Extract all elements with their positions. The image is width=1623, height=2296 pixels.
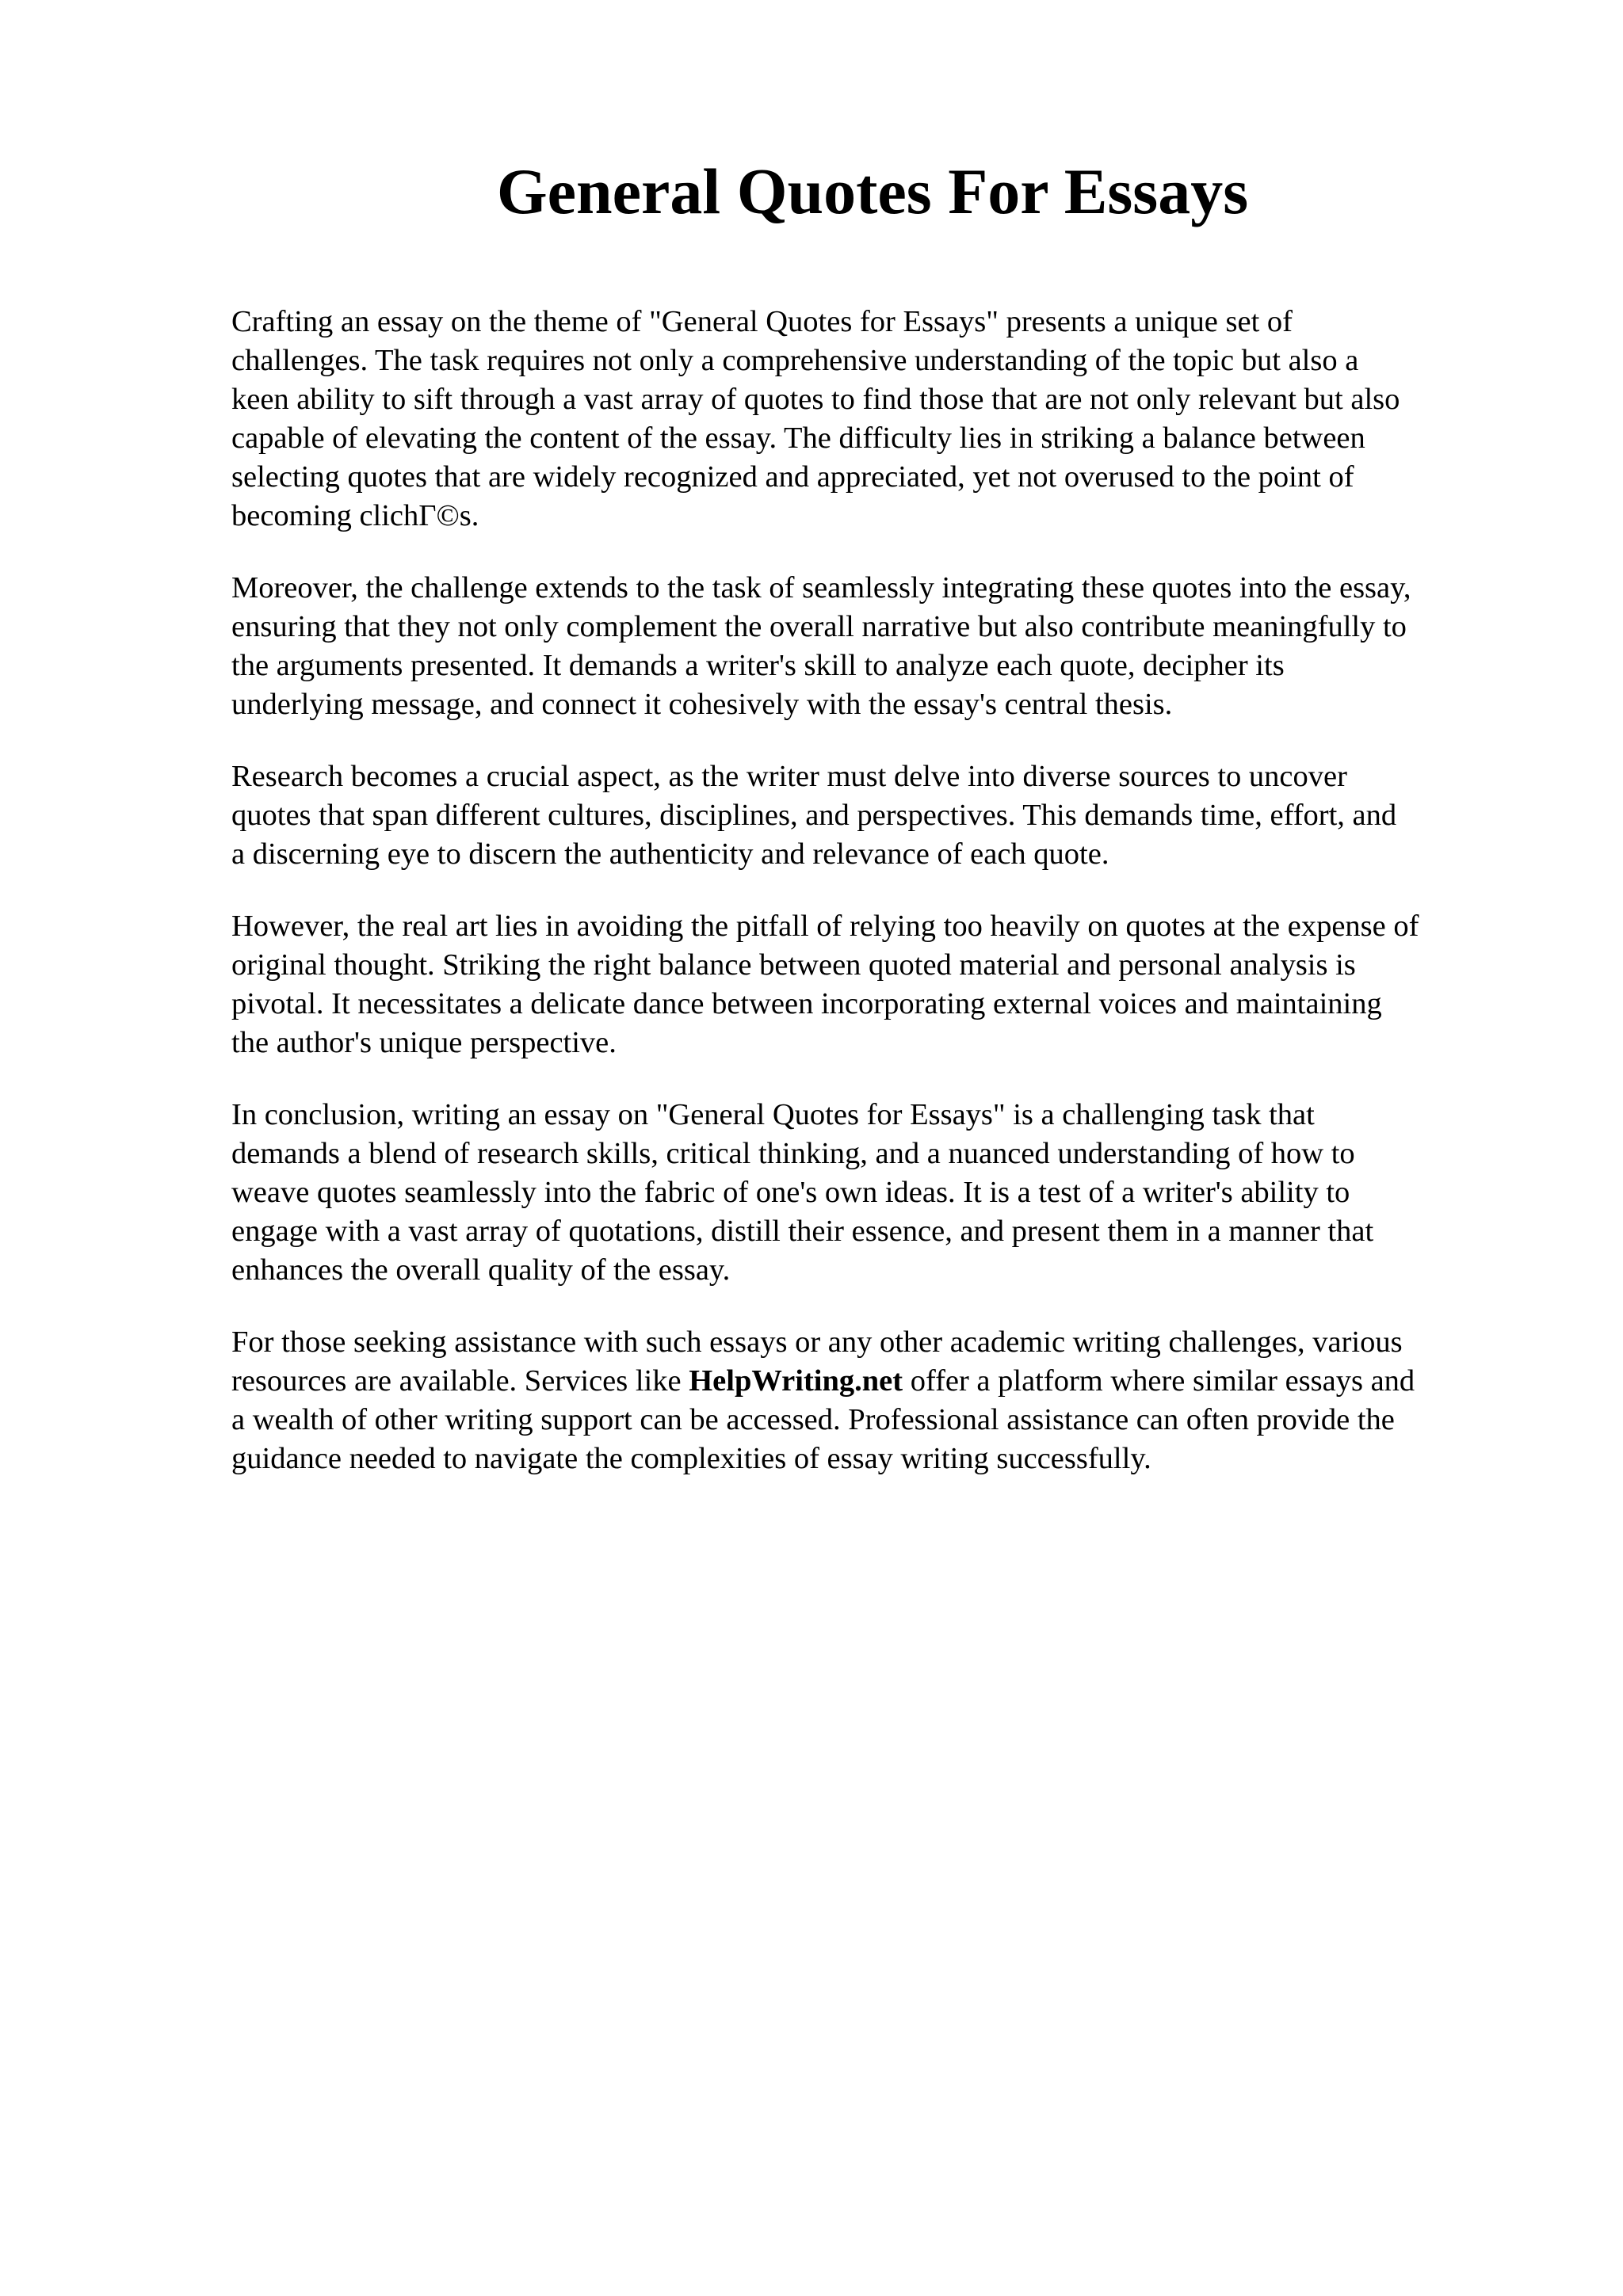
paragraph-line: underlying message, and connect it cohesively with the essay's central thesis. [231,688,1173,721]
paragraph-line: quotes that span different cultures, disciplines, and perspectives. This demands time, effort, and [231,799,1397,832]
paragraph-line: the arguments presented. It demands a writer's skill to analyze each quote, decipher its [231,649,1285,682]
paragraph-line: original thought. Striking the right balance between quoted material and personal analysis is [231,948,1356,982]
inline-text: resources are available. Services like [231,1364,689,1398]
paragraph-line: the author's unique perspective. [231,1026,617,1059]
paragraph-line: weave quotes seamlessly into the fabric of one's own ideas. It is a test of a writer's ability to [231,1176,1350,1209]
paragraph-5 [231,1096,1515,1290]
paragraph-line: guidance needed to navigate the complexities of essay writing successfully. [231,1442,1151,1475]
paragraph-line: demands a blend of research skills, critical thinking, and a nuanced understanding of how to [231,1137,1355,1170]
paragraph-1 [231,303,1515,536]
inline-text: offer a platform where similar essays and [903,1364,1415,1398]
paragraph-line: a wealth of other writing support can be accessed. Professional assistance can often provide the [231,1403,1395,1436]
paragraph-line: becoming clichГ©s. [231,499,479,532]
paragraph-4 [231,907,1515,1062]
paragraph-6 [231,1323,1515,1478]
paragraph-line: selecting quotes that are widely recognized and appreciated, yet not overused to the point of [231,460,1354,494]
paragraph-line: engage with a vast array of quotations, distill their essence, and present them in a manner that [231,1215,1374,1248]
paragraph-line: challenges. The task requires not only a comprehensive understanding of the topic but also a [231,344,1359,377]
brand-link-text: HelpWriting.net [689,1364,903,1398]
paragraph-line: capable of elevating the content of the essay. The difficulty lies in striking a balance between [231,421,1365,455]
paragraph-line: enhances the overall quality of the essay. [231,1253,731,1287]
paragraph-line: For those seeking assistance with such essays or any other academic writing challenges, various [231,1325,1403,1359]
paragraph-line: ensuring that they not only complement the overall narrative but also contribute meaningfully to [231,610,1407,643]
paragraph-2 [231,569,1515,724]
paragraph-3 [231,757,1515,874]
paragraph-line: Moreover, the challenge extends to the task of seamlessly integrating these quotes into the essay, [231,571,1411,605]
paragraph-line: pivotal. It necessitates a delicate dance between incorporating external voices and maintaining [231,987,1382,1020]
paragraph-line: Research becomes a crucial aspect, as the writer must delve into diverse sources to uncover [231,760,1347,793]
paragraph-line: However, the real art lies in avoiding the pitfall of relying too heavily on quotes at the expense of [231,910,1419,943]
paragraph-line: keen ability to sift through a vast array of quotes to find those that are not only relevant but also [231,383,1400,416]
paragraph-line [231,1362,1515,1401]
document-body [231,303,1515,1512]
paragraph-line: In conclusion, writing an essay on "General Quotes for Essays" is a challenging task that [231,1098,1315,1131]
paragraph-line: a discerning eye to discern the authenticity and relevance of each quote. [231,837,1109,871]
document-title: General Quotes For Essays [496,155,1249,227]
paragraph-line: Crafting an essay on the theme of "General Quotes for Essays" presents a unique set of [231,305,1293,338]
